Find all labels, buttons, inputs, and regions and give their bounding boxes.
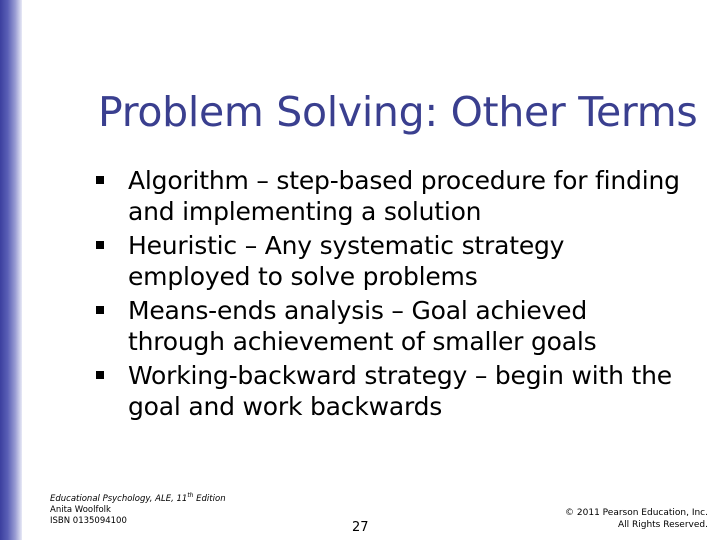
- copyright-notice: [565, 507, 708, 531]
- bullet-list: [128, 165, 688, 425]
- book-title: Educational Psychology, ALE, 11th Edition: [50, 492, 226, 504]
- bullet-item: [128, 295, 688, 357]
- square-bullet-icon: [96, 306, 104, 314]
- bullet-text: Means-ends analysis – Goal achieved through achievement of smaller goals: [128, 296, 597, 356]
- square-bullet-icon: [96, 241, 104, 249]
- square-bullet-icon: [96, 371, 104, 379]
- bullet-text: Algorithm – step-based procedure for finding and implementing a solution: [128, 166, 680, 226]
- square-bullet-icon: [96, 176, 104, 184]
- bullet-item: [128, 165, 688, 227]
- slide-title: Problem Solving: Other Terms: [98, 88, 698, 136]
- bullet-item: [128, 230, 688, 292]
- bullet-text: Heuristic – Any systematic strategy employed to solve problems: [128, 231, 565, 291]
- bullet-text: Working-backward strategy – begin with the goal and work backwards: [128, 361, 672, 421]
- bullet-item: [128, 360, 688, 422]
- side-gradient-bar: [0, 0, 22, 540]
- page-number: 27: [352, 520, 369, 535]
- rights-line: All Rights Reserved.: [617, 520, 708, 530]
- author: Anita Woolfolk: [50, 504, 111, 515]
- copyright-line: © 2011 Pearson Education, Inc.: [565, 508, 708, 518]
- book-citation: [50, 490, 226, 527]
- isbn: ISBN 0135094100: [50, 515, 127, 526]
